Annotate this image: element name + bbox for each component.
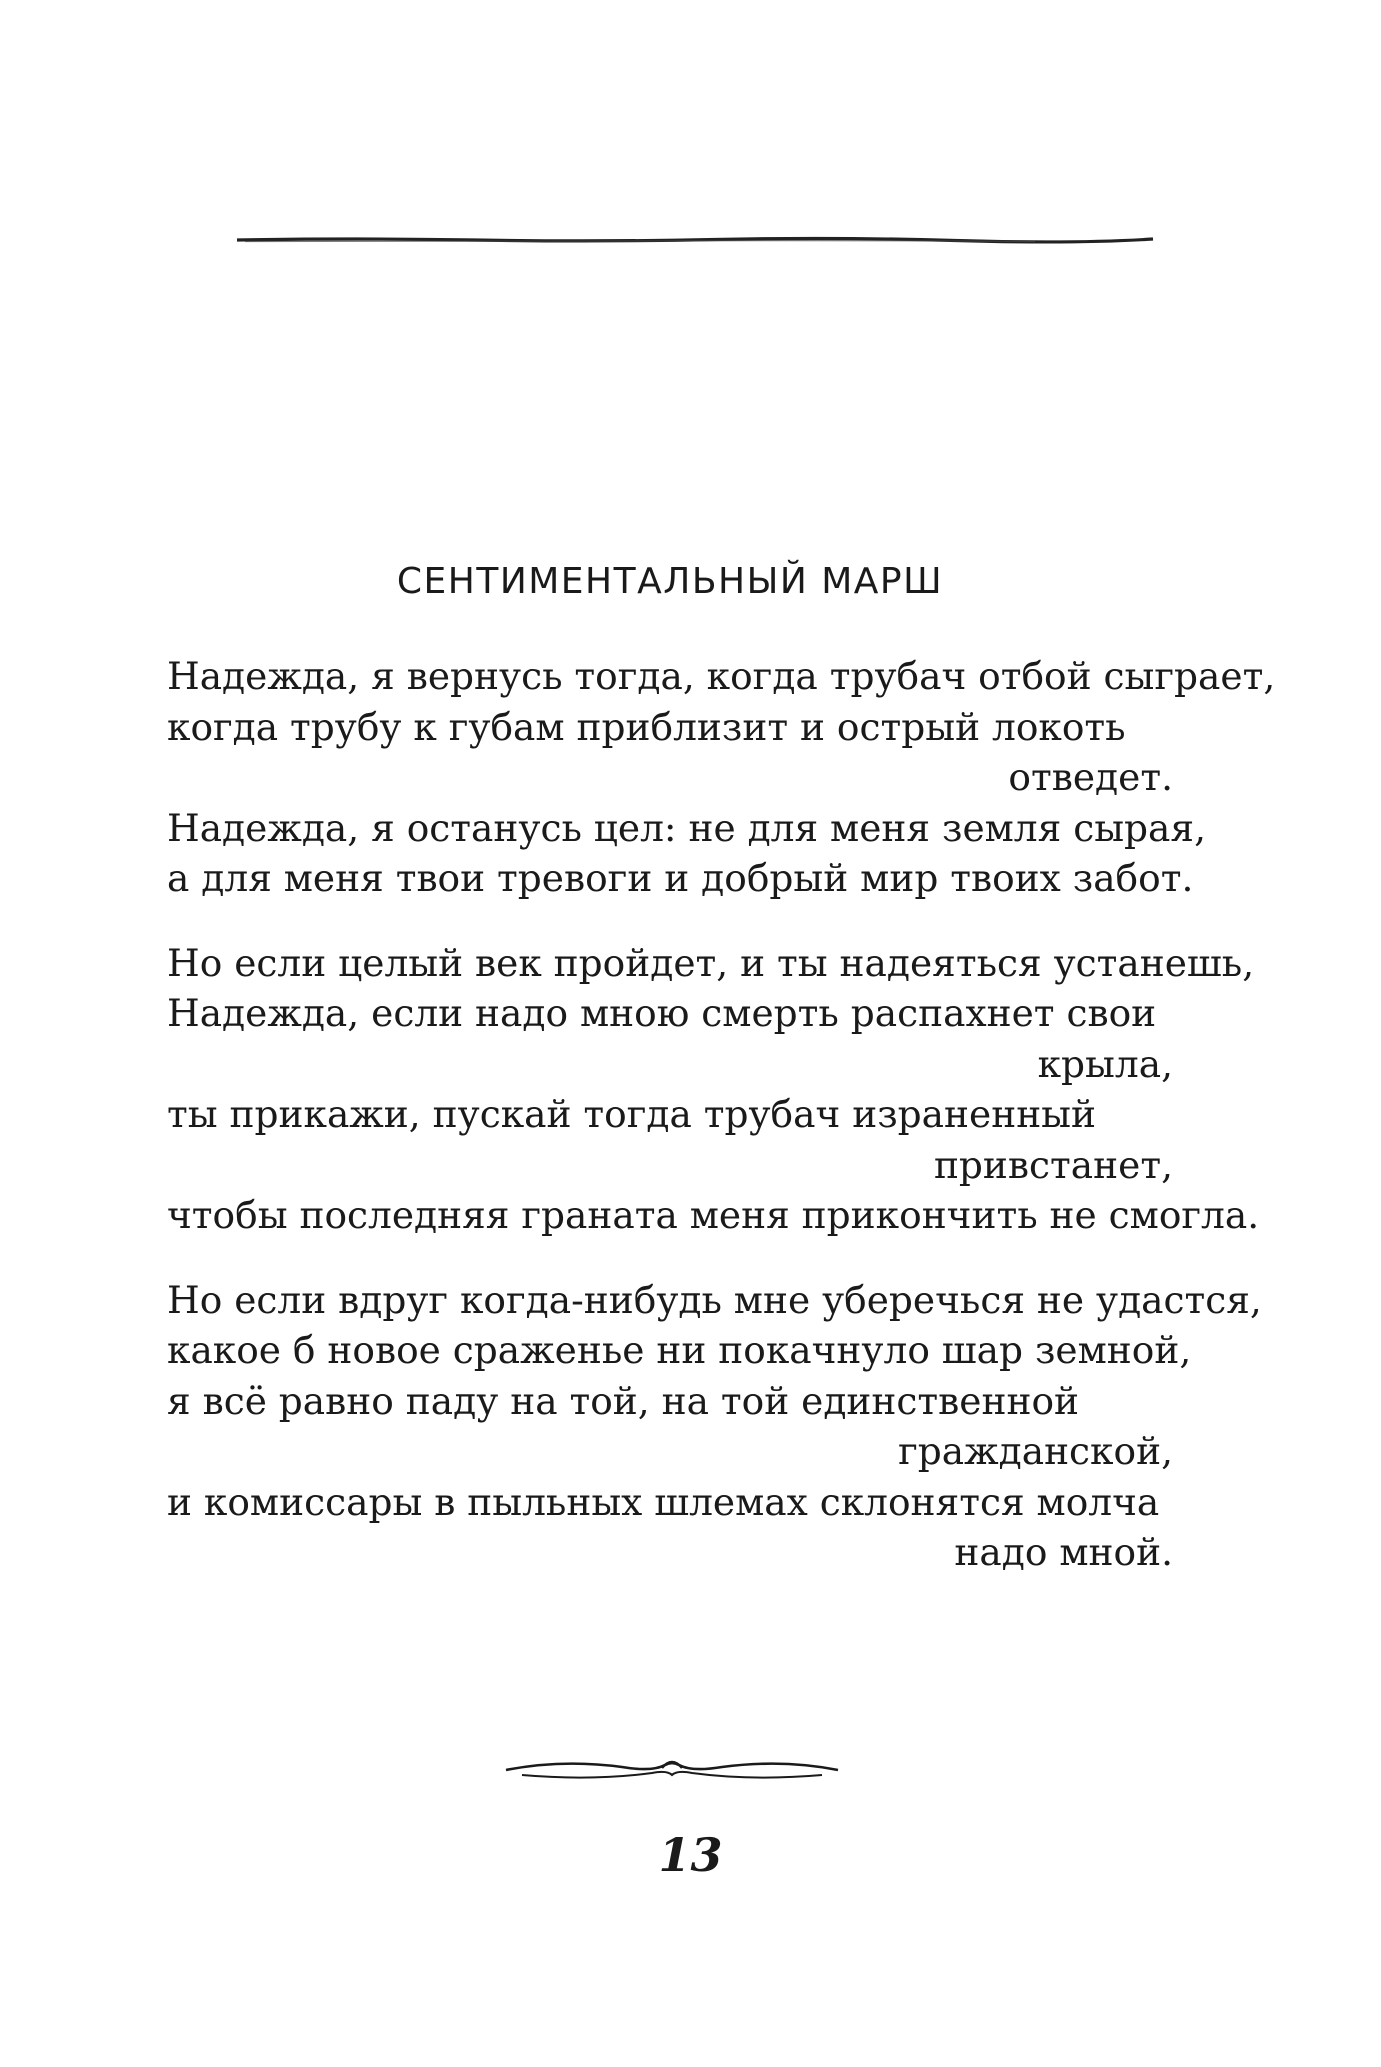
line-text: я всё равно паду на той, на той единственной	[167, 1378, 1080, 1423]
line-text: Но если целый век пройдет, и ты надеяться устанешь,	[167, 940, 1255, 985]
poem-title: СЕНТИМЕНТАЛЬНЫЙ МАРШ	[396, 561, 944, 602]
line-text: Надежда, я вернусь тогда, когда трубач отбой сыграет,	[167, 654, 1276, 699]
poem-line	[167, 651, 1276, 702]
poem-line	[167, 853, 1194, 904]
stanza-2	[167, 938, 1260, 1241]
poem-line	[167, 1325, 1192, 1376]
line-continuation: отведет.	[1008, 755, 1173, 800]
stanza-1	[167, 651, 1276, 904]
top-decorative-rule	[235, 234, 1155, 246]
flourish-ornament	[502, 1753, 842, 1787]
line-continuation: привстанет,	[933, 1142, 1173, 1187]
line-text: Но если вдруг когда-нибудь мне уберечься не удастся,	[167, 1277, 1262, 1322]
poem-line	[167, 988, 1173, 1089]
line-text: Надежда, если надо мною смерть распахнет свои	[167, 991, 1157, 1036]
poem-line	[167, 1275, 1262, 1326]
line-continuation: гражданской,	[898, 1429, 1173, 1474]
line-text: когда трубу к губам приблизит и острый локоть	[167, 704, 1126, 749]
poem-line	[167, 938, 1255, 989]
stanza-3	[167, 1275, 1262, 1578]
line-text: и комиссары в пыльных шлемах склонятся молча	[167, 1479, 1160, 1524]
poem-line	[167, 1089, 1173, 1190]
line-text: ты прикажи, пускай тогда трубач израненный	[167, 1092, 1097, 1137]
line-text: какое б новое сраженье ни покачнуло шар земной,	[167, 1328, 1192, 1373]
line-text: Надежда, я останусь цел: не для меня земля сырая,	[167, 805, 1206, 850]
poem-line	[167, 1376, 1173, 1477]
line-text: чтобы последняя граната меня прикончить не смогла.	[167, 1193, 1260, 1238]
page-number: 13	[658, 1828, 723, 1882]
line-continuation: надо мной.	[954, 1530, 1173, 1575]
poem-line	[167, 702, 1173, 803]
poem-line	[167, 1190, 1260, 1241]
poem	[167, 560, 1276, 1612]
line-continuation: крыла,	[1037, 1041, 1173, 1086]
line-text: а для меня твои тревоги и добрый мир твоих забот.	[167, 856, 1194, 901]
poem-line	[167, 803, 1206, 854]
poem-line	[167, 1477, 1173, 1578]
